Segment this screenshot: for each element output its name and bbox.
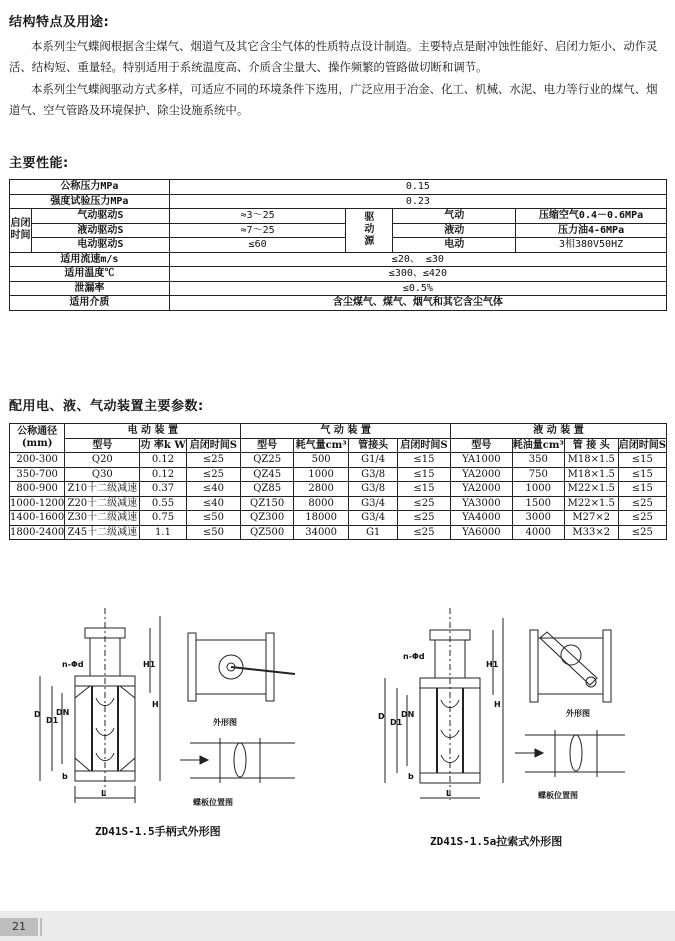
cell: Q20 bbox=[65, 453, 140, 468]
cell: Z10十二级减速 bbox=[65, 482, 140, 497]
col-h-model: 型号 bbox=[451, 438, 513, 453]
src-hydraulic-value: 压力油4-6MPa bbox=[516, 223, 667, 238]
cell: YA2000 bbox=[451, 467, 513, 482]
left-dim-h: H bbox=[152, 700, 159, 709]
drive-source-label: 驱动源 bbox=[346, 209, 393, 253]
table-row bbox=[10, 296, 667, 311]
pneumatic-header: 气 动 装 置 bbox=[241, 424, 451, 439]
table-row bbox=[10, 525, 667, 540]
left-dim-nd: n-Φd bbox=[62, 660, 84, 669]
table-row bbox=[10, 223, 667, 238]
cell: 34000 bbox=[293, 525, 348, 540]
footer-bar bbox=[0, 911, 675, 941]
cell: ≤50 bbox=[186, 511, 241, 526]
cell: 750 bbox=[512, 467, 564, 482]
table-row bbox=[10, 511, 667, 526]
src-electric: 电动 bbox=[393, 238, 516, 253]
left-outline-label: 外形图 bbox=[213, 718, 237, 727]
right-dim-h: H bbox=[494, 700, 501, 709]
cell: 1000-1200 bbox=[10, 497, 65, 509]
test-pressure-label: 强度试验压力MPa bbox=[10, 194, 170, 209]
table-row bbox=[10, 180, 667, 195]
cell: M33×2 bbox=[564, 525, 618, 540]
right-caption: ZD41S-1.5a拉索式外形图 bbox=[430, 835, 563, 848]
cell: YA1000 bbox=[451, 453, 513, 468]
cell: 350-700 bbox=[10, 467, 65, 482]
cell: YA6000 bbox=[451, 525, 513, 540]
right-dim-nd: n-Φd bbox=[403, 652, 425, 661]
cell: QZ85 bbox=[241, 482, 294, 497]
temp-label: 适用温度℃ bbox=[10, 267, 170, 282]
table-row bbox=[10, 209, 667, 224]
left-dim-b: b bbox=[62, 772, 68, 781]
col-h-time: 启闭时间S bbox=[618, 439, 666, 451]
cell: 1000 bbox=[512, 482, 564, 497]
cell: 0.37 bbox=[140, 482, 186, 497]
cell: M18×1.5 bbox=[564, 467, 618, 482]
cell: YA2000 bbox=[451, 482, 513, 497]
cell: ≤25 bbox=[397, 511, 450, 526]
hydraulic-label: 液动驱动S bbox=[31, 223, 169, 238]
right-dim-d: D bbox=[378, 712, 385, 721]
table-row bbox=[10, 496, 667, 511]
cell: ≤25 bbox=[397, 496, 450, 511]
cell: Z30十二级减速 bbox=[65, 511, 140, 526]
cell: 1800-2400 bbox=[10, 526, 65, 538]
right-dim-dn: DN bbox=[401, 710, 415, 719]
leak-value: ≤0.5% bbox=[169, 281, 666, 296]
left-dim-h1: H1 bbox=[143, 660, 156, 669]
src-electric-value: 3相380V50HZ bbox=[516, 238, 667, 253]
cell: ≤40 bbox=[186, 496, 241, 511]
src-pneumatic-value: 压缩空气0.4－0.6MPa bbox=[516, 209, 667, 224]
cell: ≤50 bbox=[186, 525, 241, 540]
table-row bbox=[10, 467, 667, 482]
cell: QZ150 bbox=[241, 496, 294, 511]
nominal-pressure-value: 0.15 bbox=[169, 180, 666, 195]
cell: ≤25 bbox=[186, 453, 241, 468]
page-number: 21 bbox=[0, 918, 38, 936]
table-row bbox=[10, 482, 667, 497]
left-dim-d1: D1 bbox=[46, 716, 59, 725]
left-dim-dn: DN bbox=[56, 708, 70, 717]
cell: 0.12 bbox=[140, 467, 186, 482]
col-e-time: 启闭时间S bbox=[186, 438, 241, 453]
left-caption: ZD41S-1.5手柄式外形图 bbox=[95, 825, 221, 838]
cell: 4000 bbox=[512, 525, 564, 540]
cell: QZ300 bbox=[241, 511, 294, 526]
cell: G1 bbox=[349, 525, 398, 540]
right-plate-label: 蝶板位置图 bbox=[538, 791, 578, 800]
col-e-power: 功 率k W bbox=[140, 439, 186, 451]
nominal-pressure-label: 公称压力MPa bbox=[10, 180, 170, 195]
performance-title: 主要性能: bbox=[9, 156, 69, 171]
table-header-row bbox=[10, 424, 667, 439]
cell: M22×1.5 bbox=[564, 496, 618, 511]
cell: YA3000 bbox=[451, 496, 513, 511]
structure-title: 结构特点及用途: bbox=[9, 15, 110, 30]
table-row bbox=[10, 252, 667, 267]
col-p-air: 耗气量cm³ bbox=[293, 438, 348, 453]
cell: G3/4 bbox=[349, 511, 398, 526]
col-p-fitting: 管接头 bbox=[349, 438, 398, 453]
medium-value: 含尘煤气、煤气、烟气和其它含尘气体 bbox=[169, 296, 666, 311]
cell: 18000 bbox=[293, 511, 348, 526]
electric-header: 电 动 装 置 bbox=[65, 424, 241, 439]
hydraulic-header: 液 动 装 置 bbox=[451, 424, 667, 439]
cell: Z20十二级减速 bbox=[65, 496, 140, 511]
cell: G1/4 bbox=[349, 453, 398, 468]
cell: ≤25 bbox=[618, 525, 666, 540]
open-close-time-label: 启闭时间 bbox=[10, 209, 32, 253]
left-plate-label: 蝶板位置图 bbox=[193, 798, 233, 807]
cell: G3/8 bbox=[349, 482, 398, 497]
actuator-title: 配用电、液、气动装置主要参数: bbox=[9, 399, 204, 414]
right-dim-d1: D1 bbox=[390, 718, 403, 727]
right-dim-b: b bbox=[408, 772, 414, 781]
footer-divider bbox=[40, 918, 42, 936]
pneumatic-label: 气动驱动S bbox=[31, 209, 169, 224]
performance-table bbox=[9, 179, 667, 311]
left-dim-d: D bbox=[34, 710, 41, 719]
cell: ≤40 bbox=[186, 482, 241, 497]
col-e-model: 型号 bbox=[65, 438, 140, 453]
cell: 800-900 bbox=[10, 482, 65, 497]
col-p-model: 型号 bbox=[241, 438, 294, 453]
src-hydraulic: 液动 bbox=[393, 223, 516, 238]
medium-label: 适用介质 bbox=[10, 296, 170, 311]
cell: M27×2 bbox=[564, 511, 618, 526]
flow-label: 适用流速m/s bbox=[10, 252, 170, 267]
src-pneumatic: 气动 bbox=[393, 209, 516, 224]
cell: QZ500 bbox=[241, 525, 294, 540]
cell: ≤15 bbox=[618, 453, 666, 468]
cell: 200-300 bbox=[10, 453, 65, 468]
structure-paragraph-1: 本系列尘气蝶阀根据含尘煤气、烟道气及其它含尘气体的性质特点设计制造。主要特点是耐冲蚀性能好、启闭力矩小、动作灵活、结构短、重量轻。特别适用于系统温度高、介质含尘量大、操作频繁的管路做切断和调节。 bbox=[9, 39, 658, 74]
cell: 500 bbox=[293, 453, 348, 468]
cell: 8000 bbox=[293, 496, 348, 511]
structure-paragraph-2: 本系列尘气蝶阀驱动方式多样，可适应不同的环境条件下选用，广泛应用于冶金、化工、机械、水泥、电力等行业的煤气、烟道气、空气管路及环境保护、除尘设施系统中。 bbox=[9, 82, 658, 117]
col-h-oil: 耗油量cm³ bbox=[512, 439, 564, 451]
left-dim-l: L bbox=[101, 789, 107, 798]
cell: ≤25 bbox=[397, 525, 450, 540]
cell: YA4000 bbox=[451, 511, 513, 526]
left-drawing bbox=[30, 598, 330, 813]
actuator-table bbox=[9, 423, 667, 540]
cell: 2800 bbox=[293, 482, 348, 497]
test-pressure-value: 0.23 bbox=[169, 194, 666, 209]
cell: ≤25 bbox=[618, 496, 666, 511]
cell: 0.12 bbox=[140, 453, 186, 468]
cell: ≤15 bbox=[397, 453, 450, 468]
cell: 1000 bbox=[293, 467, 348, 482]
cell: M18×1.5 bbox=[564, 453, 618, 468]
cell: G3/4 bbox=[349, 496, 398, 511]
electric-label: 电动驱动S bbox=[31, 238, 169, 253]
table-row bbox=[10, 281, 667, 296]
cell: ≤15 bbox=[618, 482, 666, 497]
pneumatic-value: ≈3～25 bbox=[169, 209, 346, 224]
cell: 1.1 bbox=[140, 525, 186, 540]
table-row bbox=[10, 453, 667, 468]
cell: ≤15 bbox=[397, 482, 450, 497]
right-drawing bbox=[375, 600, 670, 810]
cell: 0.55 bbox=[140, 496, 186, 511]
cell: G3/8 bbox=[349, 467, 398, 482]
temp-value: ≤300、≤420 bbox=[169, 267, 666, 282]
electric-value: ≤60 bbox=[169, 238, 346, 253]
col-h-fitting: 管 接 头 bbox=[564, 438, 618, 453]
right-outline-label: 外形图 bbox=[566, 709, 590, 718]
cell: ≤15 bbox=[397, 467, 450, 482]
cell: 3000 bbox=[512, 511, 564, 526]
table-subheader-row bbox=[10, 438, 667, 453]
table-row bbox=[10, 267, 667, 282]
col-p-time: 启闭时间S bbox=[397, 438, 450, 453]
right-dim-h1: H1 bbox=[486, 660, 499, 669]
cell: QZ25 bbox=[241, 453, 294, 468]
leak-label: 泄漏率 bbox=[10, 281, 170, 296]
cell: 350 bbox=[512, 453, 564, 468]
cell: ≤25 bbox=[186, 467, 241, 482]
table-row bbox=[10, 194, 667, 209]
table-row bbox=[10, 238, 667, 253]
dn-header: 公称通径(mm) bbox=[10, 424, 65, 453]
cell: Q30 bbox=[65, 467, 140, 482]
hydraulic-value: ≈7～25 bbox=[169, 223, 346, 238]
cell: Z45十二级减速 bbox=[65, 525, 140, 540]
cell: 1400-1600 bbox=[10, 512, 65, 524]
cell: 0.75 bbox=[140, 511, 186, 526]
cell: 1500 bbox=[512, 496, 564, 511]
cell: ≤25 bbox=[618, 511, 666, 526]
cell: M22×1.5 bbox=[564, 482, 618, 497]
cell: ≤15 bbox=[618, 467, 666, 482]
flow-value: ≤20、 ≤30 bbox=[169, 252, 666, 267]
cell: QZ45 bbox=[241, 467, 294, 482]
right-dim-l: L bbox=[446, 789, 452, 798]
